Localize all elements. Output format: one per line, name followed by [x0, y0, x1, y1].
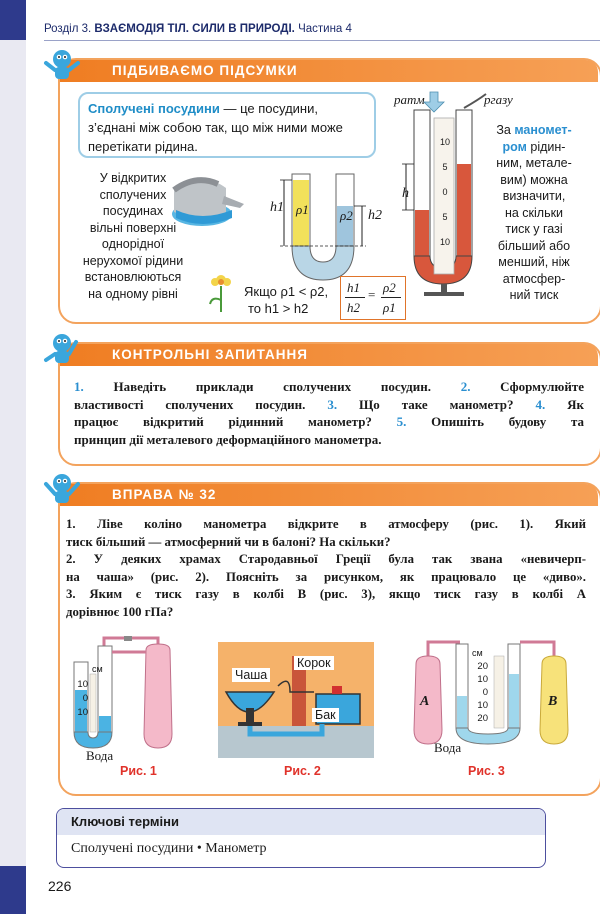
figure-2-tank-label: Бак: [312, 708, 339, 722]
figure-3-unit: см: [472, 648, 483, 658]
figure-1-unit: см: [92, 664, 103, 674]
formula-box: h1 h2 = ρ2 ρ1: [340, 276, 406, 320]
questions-title: КОНТРОЛЬНІ ЗАПИТАННЯ: [112, 347, 308, 362]
label-rho1: ρ1: [296, 202, 309, 217]
page-number: 226: [48, 878, 72, 894]
key-terms-box: [56, 808, 546, 868]
manometer-scale: 10 5 0 5 10: [439, 137, 450, 247]
mascot-icon: [42, 46, 82, 84]
summary-title: ПІДБИВАЄМО ПІДСУМКИ: [112, 63, 298, 78]
figure-3-flask-a-label: A: [420, 694, 430, 709]
figure-3-flask-b-label: B: [548, 694, 558, 709]
label-h1: h1: [270, 200, 284, 215]
key-terms-list: Сполучені посудини • Манометр: [71, 841, 267, 856]
open-vessels-text: У відкритих сполучених посудинах вільні поверхні однорідної нерухомої рідини встановлюються на одному рівні: [82, 171, 184, 301]
flower-icon: [206, 270, 236, 314]
running-header: Розділ 3. ВЗАЄМОДІЯ ТІЛ. СИЛИ В ПРИРОДІ. Частина 4: [44, 23, 352, 35]
page-side-strip-bottom: [0, 866, 26, 914]
condition-text: Якщо ρ1 < ρ2, то h1 > h2: [244, 284, 329, 316]
label-h: h: [402, 186, 409, 201]
label-rho2: ρ2: [340, 208, 353, 223]
key-terms-title: Ключові терміни: [57, 809, 545, 835]
mascot-icon: [42, 330, 82, 368]
mascot-icon: [42, 470, 82, 508]
definition-term: Сполучені посудини: [88, 101, 220, 116]
figure-1-water-label: Вода: [86, 748, 114, 763]
figure-1-ticks: 10 0 10: [77, 679, 88, 718]
questions-banner: [60, 344, 598, 366]
exercise-title: ВПРАВА № 32: [112, 487, 217, 502]
questions-text: 1. Наведіть приклади сполучених посудин. 2. Сформулюйте властивості сполучених посудин. 3. Що таке манометр? 4. Як працює відкритий рідинний манометр? 5. Опишіть будову та принцип дії металевого деформаційного манометра.: [74, 379, 585, 447]
page-side-strip-top: [0, 0, 26, 40]
definition-text: — це посудини, з’єднані між собою так, що між ними може перетікати рідина.: [88, 101, 343, 154]
summary-banner: [60, 60, 598, 82]
manometer-text: За маномет- ром рідин- ним, метале- вим) можна визначити, на скільки тиск у газі більший або менший, ніж атмосфер- ний тиск: [496, 123, 572, 302]
figure-2-caption: Рис. 2: [284, 764, 321, 778]
label-h2: h2: [368, 208, 382, 223]
definition-box: [78, 92, 376, 158]
figure-3-ticks: 20 10 0 10 20: [477, 661, 488, 724]
label-p-gas: pгазу: [484, 92, 513, 107]
header-rule: [44, 40, 600, 41]
figure-2-cork-label: Корок: [294, 656, 334, 670]
page-side-strip: [0, 0, 26, 914]
label-p-atm: pатм: [394, 92, 425, 107]
exercise-banner: [60, 484, 598, 506]
figure-3-water-label: Вода: [434, 740, 462, 755]
exercise-text: 1. Ліве коліно манометра відкрите в атмосферу (рис. 1). Який тиск більший — атмосферний чи в балоні? На скільки? 2. У деяких храмах Стародавньої Греції була так звана «невичерп- на чаша» (рис. 2). Поясніть за рисунком, як працювало це «диво». 3. Яким є тиск газу в колбі B (рис. 3), якщо тиск газу в колбі A дорівнює 100 гПа?: [66, 517, 586, 619]
u-tube-diagram: [266, 168, 386, 288]
figure-2-bowl-label: Чаша: [232, 668, 270, 682]
watering-can-illustration: [166, 160, 248, 234]
figure-3-caption: Рис. 3: [468, 764, 505, 778]
figure-1-caption: Рис. 1: [120, 764, 157, 778]
